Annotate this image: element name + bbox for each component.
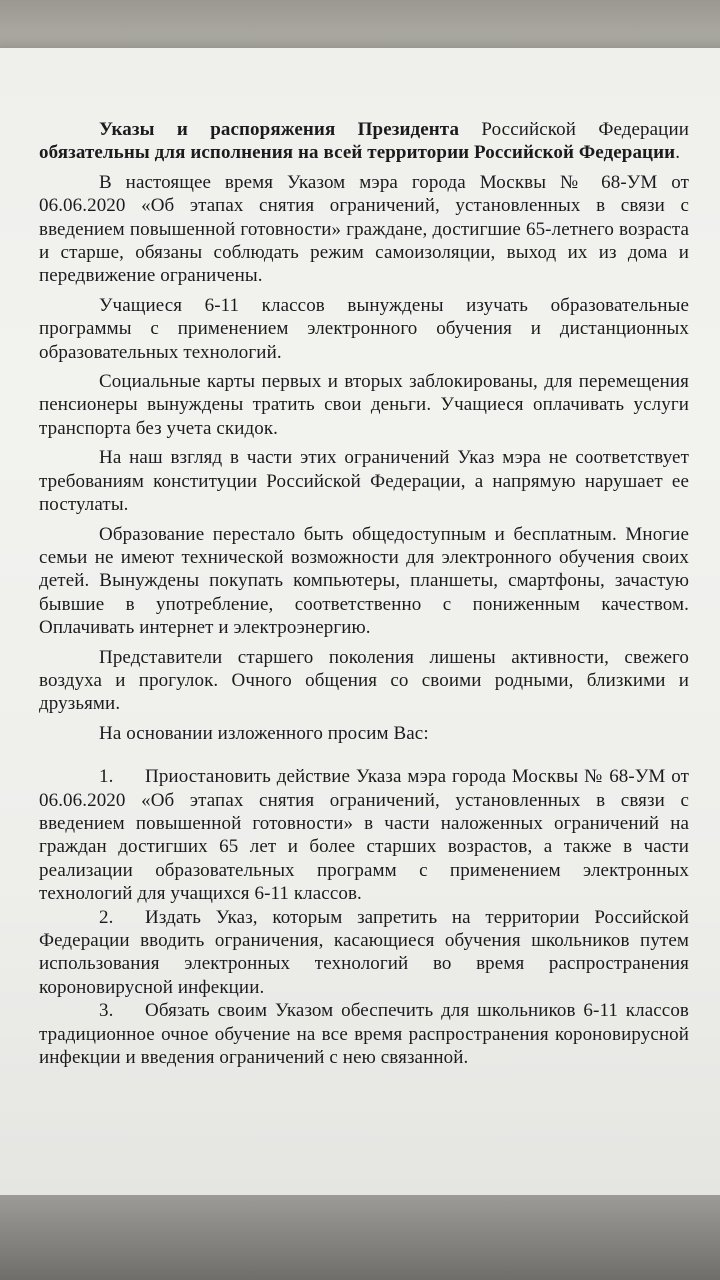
- paragraph-students: Учащиеся 6-11 классов вынуждены изучать образовательные программы с применением электронного обучения и дистанционных образовательных технологий.: [39, 294, 689, 363]
- list-item-text: Издать Указ, которым запретить на территории Российской Федерации вводить ограничения, касающиеся обучения школьников путем использования электронных технологий во время распространения короновирусной инфекции.: [39, 906, 689, 998]
- intro-normal: Российской Федерации: [459, 119, 689, 140]
- list-item: [39, 765, 689, 905]
- list-item-number: 1.: [99, 766, 114, 788]
- list-item: [39, 999, 689, 1069]
- paragraph-constitution: На наш взгляд в части этих ограничений Указ мэра не соответствует требованиям конституции Российской Федерации, а напрямую нарушает ее постулаты.: [39, 447, 689, 516]
- background-bottom: [0, 1195, 720, 1280]
- list-item-text: Обязать своим Указом обеспечить для школьников 6-11 классов традиционное очное обучение на все время распространения короновирусной инфекции и введения ограничений с нею связанной.: [39, 1000, 689, 1069]
- list-item-number: 2.: [99, 906, 114, 928]
- list-item: [39, 906, 689, 1000]
- intro-tail: .: [675, 142, 681, 164]
- document-body: [39, 118, 689, 1069]
- intro-paragraph: [39, 118, 689, 165]
- paragraph-request-intro: На основании изложенного просим Вас:: [99, 722, 429, 744]
- paragraph-education: Образование перестало быть общедоступным и бесплатным. Многие семьи не имеют технической возможности для электронного обучения своих детей. Вынуждены покупать компьютеры, планшеты, смартфоны, зачастую бывшие в употребление, соответственно с пониженным качеством. Оплачивать интернет и электроэнергию.: [39, 523, 689, 639]
- paragraph-elderly: Представители старшего поколения лишены активности, свежего воздуха и прогулок. Очного общения со своими родными, близкими и друзьями.: [39, 646, 689, 715]
- list-item-number: 3.: [99, 1000, 114, 1022]
- list-item-text: Приостановить действие Указа мэра города Москвы № 68-УМ от 06.06.2020 «Об этапах снятия ограничений, установленных в связи с введением повышенной готовности» в части наложенных ограничений на граждан достигших 65 лет и более старших возрастов, а также в части реализации образовательных программ с применением электронных технологий для учащихся 6-11 классов.: [39, 766, 689, 905]
- paragraph-decree: В настоящее время Указом мэра города Москвы № 68-УМ от 06.06.2020 «Об этапах снятия ограничений, установленных в связи с введением повышенной готовности» граждане, достигшие 65-летнего возраста и старше, обязаны соблюдать режим самоизоляции, выход их из дома и передвижение ограничены.: [39, 171, 689, 287]
- request-list: [39, 765, 689, 1069]
- intro-bold-1: Указы и распоряжения Президента: [99, 119, 460, 140]
- paragraph-social-cards: Социальные карты первых и вторых заблокированы, для перемещения пенсионеры вынуждены тратить свои деньги. Учащиеся оплачивать услуги транспорта без учета скидок.: [39, 371, 689, 439]
- intro-bold-2: обязательны для исполнения на всей территории Российской Федерации: [39, 142, 676, 164]
